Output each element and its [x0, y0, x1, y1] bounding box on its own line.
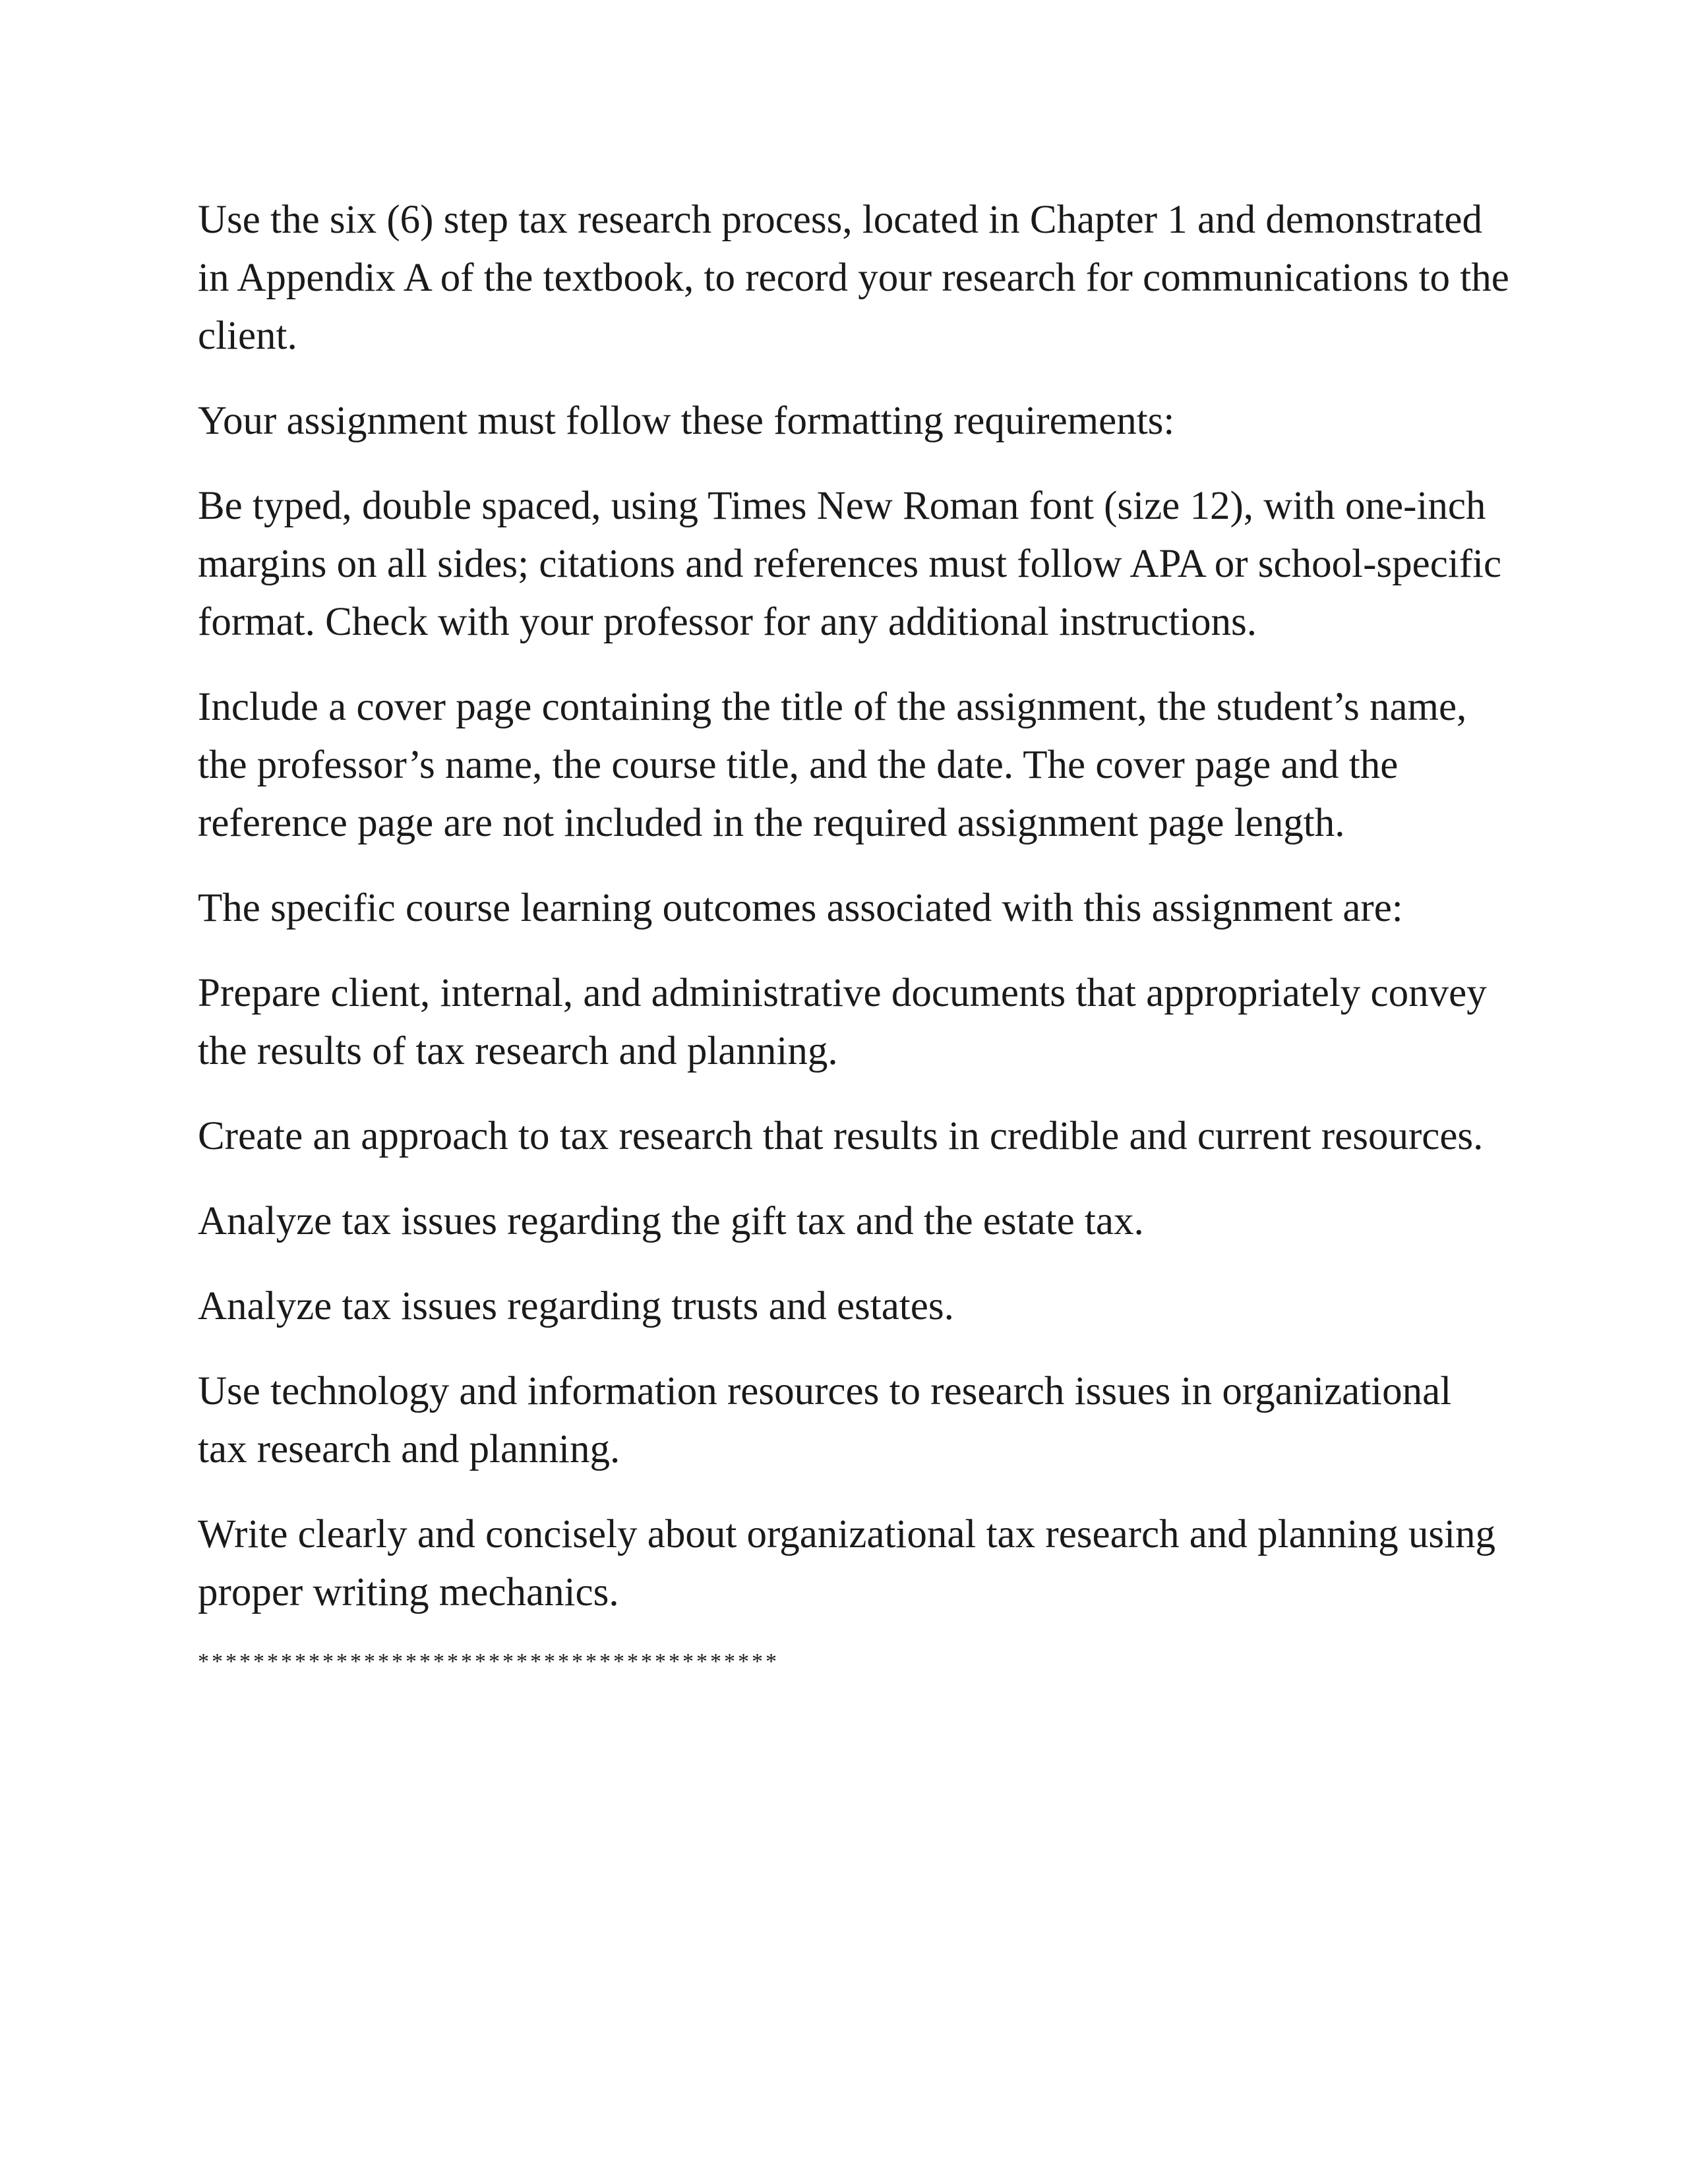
paragraph-formatting-intro: Your assignment must follow these formatting requirements:	[198, 399, 1175, 443]
paragraph-outcome-approach: Create an approach to tax research that results in credible and current resources.	[198, 1114, 1484, 1158]
paragraph-cover-page: Include a cover page containing the title of the assignment, the student’s name, the professor’s name, the course title, and the date. The cover page and the reference page are not included in the required assignment page length.	[198, 685, 1467, 845]
document-body	[198, 191, 1510, 1675]
paragraph-outcome-technology: Use technology and information resources to research issues in organizational tax research and planning.	[198, 1369, 1452, 1471]
paragraph-outcome-trusts: Analyze tax issues regarding trusts and estates.	[198, 1284, 954, 1328]
paragraph-outcome-documents: Prepare client, internal, and administrative documents that appropriately convey the results of tax research and planning.	[198, 971, 1487, 1073]
paragraph-outcome-writing: Write clearly and concisely about organizational tax research and planning using proper writing mechanics.	[198, 1512, 1496, 1614]
paragraph-outcomes-intro: The specific course learning outcomes associated with this assignment are:	[198, 886, 1403, 930]
paragraph-outcome-gift-estate: Analyze tax issues regarding the gift tax and the estate tax.	[198, 1199, 1144, 1243]
asterisk-divider: ******************************************	[198, 1649, 779, 1674]
paragraph-research-process: Use the six (6) step tax research process, located in Chapter 1 and demonstrated in Appendix A of the textbook, to record your research for communications to the client.	[198, 198, 1509, 358]
paragraph-formatting-rules: Be typed, double spaced, using Times New Roman font (size 12), with one-inch margins on all sides; citations and references must follow APA or school-specific format. Check with your professor for any additional instructions.	[198, 484, 1502, 644]
